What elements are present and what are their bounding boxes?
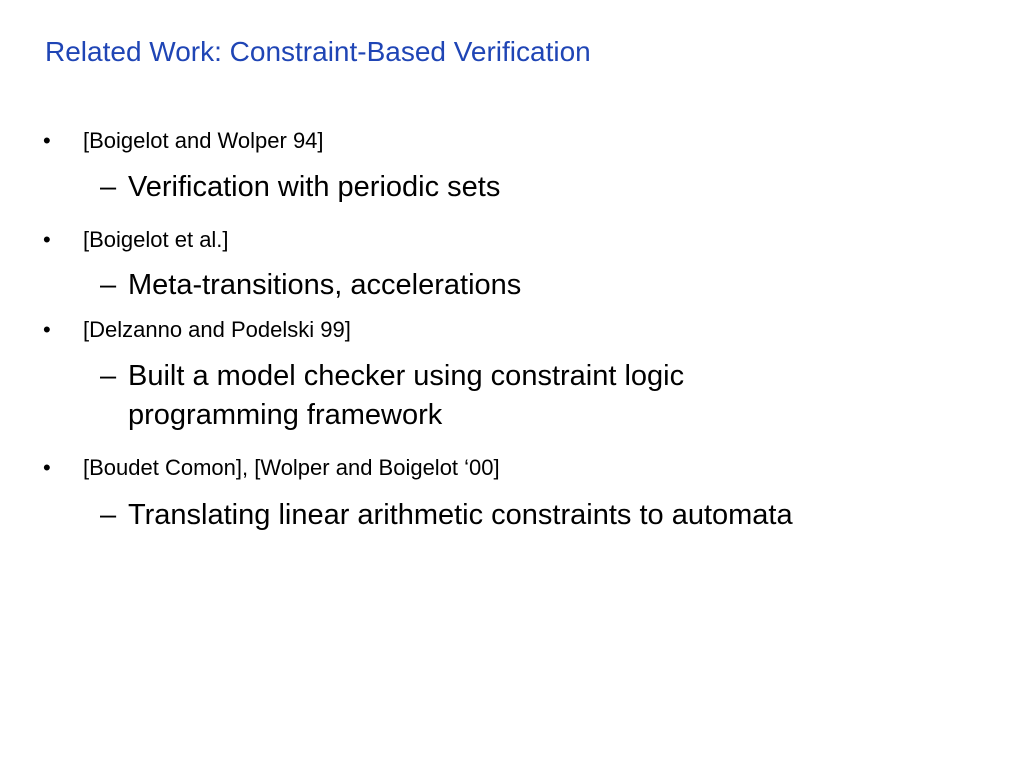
bullet-label: [Boigelot and Wolper 94] xyxy=(83,128,324,153)
bullet-marker: • xyxy=(43,455,51,480)
bullet-label: [Boigelot et al.] xyxy=(83,227,229,252)
sub-text: programming framework xyxy=(128,399,443,431)
sub-marker: – xyxy=(100,360,117,392)
bullet-marker: • xyxy=(43,317,51,342)
bullet-marker: • xyxy=(43,227,51,252)
sub-marker: – xyxy=(100,499,117,531)
sub-text: Built a model checker using constraint logic xyxy=(128,360,685,392)
sub-text: Verification with periodic sets xyxy=(128,171,501,203)
bullet-marker: • xyxy=(43,128,51,153)
sub-text: Translating linear arithmetic constraints to automata xyxy=(128,499,793,531)
sub-marker: – xyxy=(100,269,117,301)
bullet-label: [Boudet Comon], [Wolper and Boigelot ‘00] xyxy=(83,455,500,480)
sub-text: Meta-transitions, accelerations xyxy=(128,269,522,301)
sub-marker: – xyxy=(100,171,117,203)
slide-title: Related Work: Constraint-Based Verification xyxy=(45,36,591,67)
bullet-label: [Delzanno and Podelski 99] xyxy=(83,317,351,342)
